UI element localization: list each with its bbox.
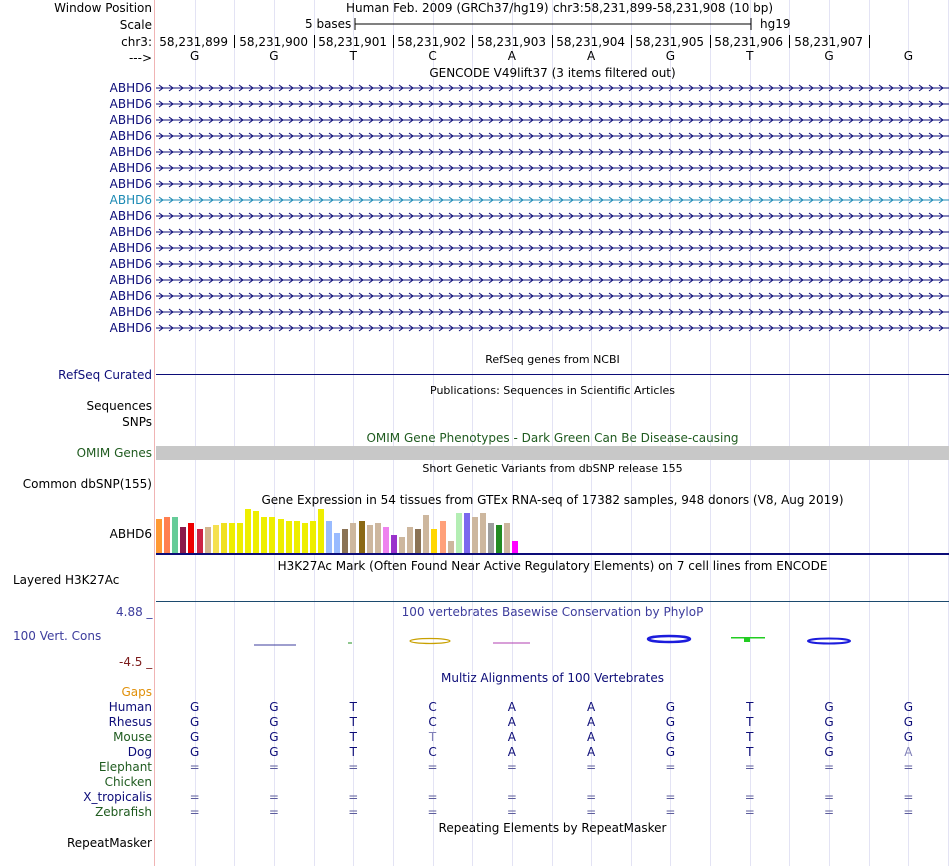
aligned-base: =: [348, 790, 359, 804]
aligned-base: =: [665, 760, 676, 774]
gtex-tissue-bar[interactable]: [334, 533, 340, 553]
window-position-label: Window Position: [54, 1, 152, 15]
gencode-transcript-label[interactable]: ABHD6: [109, 305, 152, 319]
aligned-base: =: [506, 805, 517, 819]
aligned-base: =: [268, 790, 279, 804]
coordinate-tick: [869, 35, 870, 48]
aligned-base: =: [586, 790, 597, 804]
gencode-transcript-label[interactable]: ABHD6: [109, 321, 152, 335]
gencode-transcript-intron[interactable]: [156, 83, 949, 93]
coordinate-label: 58,231,899: [159, 35, 228, 49]
aligned-base: G: [903, 700, 913, 714]
aligned-base: C: [428, 700, 437, 714]
aligned-base: =: [903, 790, 914, 804]
gtex-tissue-bar[interactable]: [237, 523, 243, 553]
aligned-base: T: [746, 730, 754, 744]
aligned-base: G: [269, 715, 279, 729]
base-letter: T: [349, 49, 357, 63]
aligned-base: T: [746, 700, 754, 714]
gtex-tissue-bar[interactable]: [310, 521, 316, 553]
publications-track-title: Publications: Sequences in Scientific Articles: [430, 384, 675, 397]
coordinate-label: 58,231,906: [714, 35, 783, 49]
window-position: chr3:58,231,899-58,231,908 (10 bp): [553, 1, 774, 15]
gencode-transcript-label[interactable]: ABHD6: [109, 289, 152, 303]
aligned-base: =: [427, 790, 438, 804]
coordinate-label: 58,231,904: [556, 35, 625, 49]
gtex-tissue-bar[interactable]: [253, 511, 259, 553]
aligned-base: =: [268, 805, 279, 819]
gtex-tissue-bar[interactable]: [512, 541, 518, 553]
base-letter: G: [665, 49, 676, 63]
aligned-base: G: [189, 745, 200, 759]
base-letter: G: [824, 49, 834, 63]
gtex-tissue-bar[interactable]: [286, 521, 292, 553]
aligned-base: =: [348, 760, 359, 774]
base-letter: G: [189, 49, 200, 63]
gtex-tissue-bar[interactable]: [156, 519, 162, 553]
gtex-tissue-bar[interactable]: [269, 517, 275, 553]
repeatmasker-label[interactable]: RepeatMasker: [66, 836, 152, 850]
aligned-base: G: [824, 700, 834, 714]
coordinate-label: 58,231,907: [794, 35, 863, 49]
gencode-transcript-intron[interactable]: [156, 323, 949, 333]
base-letter: G: [903, 49, 913, 63]
coordinate-label: 58,231,905: [635, 35, 704, 49]
gencode-transcript-intron[interactable]: [156, 195, 949, 205]
aligned-base: =: [506, 790, 517, 804]
gencode-transcript-intron[interactable]: [156, 179, 949, 189]
gtex-tissue-bar[interactable]: [261, 517, 267, 553]
gtex-tissue-bar[interactable]: [423, 515, 429, 553]
multiz-species-label[interactable]: Human: [108, 700, 152, 714]
h3k27ac-track-title: H3K27Ac Mark (Often Found Near Active Regulatory Elements) on 7 cell lines from ENCODE: [277, 559, 828, 573]
multiz-species-label[interactable]: Chicken: [104, 775, 152, 789]
aligned-base: G: [269, 700, 279, 714]
gtex-tissue-bar[interactable]: [221, 523, 227, 553]
gtex-tissue-bar[interactable]: [197, 529, 203, 553]
gencode-transcript-label[interactable]: ABHD6: [109, 145, 152, 159]
gtex-tissue-bar[interactable]: [367, 525, 373, 553]
gtex-tissue-bar[interactable]: [229, 523, 235, 553]
gencode-transcript-label[interactable]: ABHD6: [109, 209, 152, 223]
base-letter: G: [269, 49, 279, 63]
coordinate-label: 58,231,903: [477, 35, 546, 49]
aligned-base: A: [507, 715, 516, 729]
phylop-conservation-logos[interactable]: [156, 626, 949, 656]
multiz-species-label[interactable]: Elephant: [98, 760, 152, 774]
gtex-tissue-bar[interactable]: [172, 517, 178, 553]
gtex-tissue-bar[interactable]: [440, 521, 446, 553]
scale-db: hg19: [760, 17, 791, 31]
aligned-base: G: [824, 745, 834, 759]
h3k27ac-signal[interactable]: [156, 601, 949, 602]
phylop-max: 4.88 _: [116, 605, 153, 619]
aligned-base: =: [744, 790, 755, 804]
phylop-min: -4.5 _: [119, 655, 153, 669]
label-divider: [154, 0, 155, 866]
gencode-transcript-intron[interactable]: [156, 131, 949, 141]
aligned-base: G: [903, 715, 913, 729]
aligned-base: =: [665, 805, 676, 819]
gtex-gene-model: [156, 553, 949, 555]
multiz-track-title: Multiz Alignments of 100 Vertebrates: [440, 671, 665, 685]
aligned-base: G: [189, 700, 200, 714]
sequences-label[interactable]: Sequences: [86, 399, 152, 413]
gencode-transcript-intron[interactable]: [156, 259, 949, 269]
gencode-transcript-intron[interactable]: [156, 291, 949, 301]
gencode-transcript-label[interactable]: ABHD6: [109, 161, 152, 175]
multiz-species-label[interactable]: Zebrafish: [95, 805, 152, 819]
base-letter: A: [507, 49, 516, 63]
strand-label: --->: [128, 51, 152, 65]
coordinate-tick: [710, 35, 711, 48]
aligned-base: A: [507, 745, 516, 759]
aligned-base: A: [507, 730, 516, 744]
aligned-base: A: [587, 715, 596, 729]
base-letter: C: [428, 49, 437, 63]
base-letter: A: [587, 49, 596, 63]
base-letter: T: [746, 49, 754, 63]
aligned-base: =: [189, 760, 200, 774]
coordinate-label: 58,231,901: [318, 35, 387, 49]
aligned-base: =: [744, 760, 755, 774]
gencode-transcript-label[interactable]: ABHD6: [109, 241, 152, 255]
aligned-base: =: [824, 760, 835, 774]
aligned-base: G: [824, 730, 834, 744]
aligned-base: =: [586, 760, 597, 774]
coordinate-tick: [314, 35, 315, 48]
gtex-tissue-bar[interactable]: [342, 529, 348, 553]
coordinate-tick: [789, 35, 790, 48]
gencode-transcript-label[interactable]: ABHD6: [109, 81, 152, 95]
gtex-tissue-bar[interactable]: [431, 529, 437, 553]
aligned-base: G: [189, 730, 200, 744]
aligned-base: =: [427, 805, 438, 819]
aligned-base: G: [269, 745, 279, 759]
coordinate-tick: [552, 35, 553, 48]
multiz-species-label[interactable]: Rhesus: [108, 715, 152, 729]
aligned-base: =: [903, 760, 914, 774]
h3k27ac-label[interactable]: Layered H3K27Ac: [13, 573, 120, 587]
gencode-transcript-label[interactable]: ABHD6: [109, 97, 152, 111]
aligned-base: C: [428, 715, 437, 729]
coordinate-label: 58,231,900: [239, 35, 308, 49]
gtex-tissue-bar[interactable]: [302, 523, 308, 553]
gtex-tissue-bar[interactable]: [391, 535, 397, 553]
repeatmasker-track-title: Repeating Elements by RepeatMasker: [438, 821, 667, 835]
aligned-base: =: [268, 760, 279, 774]
gtex-tissue-bar[interactable]: [294, 521, 300, 553]
gtex-tissue-bar[interactable]: [496, 525, 502, 553]
gencode-transcript-intron[interactable]: [156, 99, 949, 109]
gencode-transcript-intron[interactable]: [156, 243, 949, 253]
gencode-transcript-intron[interactable]: [156, 147, 949, 157]
aligned-base: A: [587, 745, 596, 759]
multiz-species-label[interactable]: X_tropicalis: [83, 790, 152, 804]
aligned-base: =: [586, 805, 597, 819]
aligned-base: G: [665, 700, 676, 714]
aligned-base: T: [746, 715, 754, 729]
multiz-gaps-label[interactable]: Gaps: [121, 685, 152, 699]
coordinate-tick: [631, 35, 632, 48]
aligned-base: =: [348, 805, 359, 819]
aligned-base: T: [349, 745, 357, 759]
aligned-base: G: [665, 715, 676, 729]
gtex-tissue-bar[interactable]: [399, 537, 405, 553]
scale-label: Scale: [119, 18, 152, 32]
gtex-tissue-bar[interactable]: [456, 513, 462, 553]
gtex-tissue-bar[interactable]: [480, 513, 486, 553]
aligned-base: G: [665, 730, 676, 744]
scale-bar: [354, 17, 754, 31]
aligned-base: G: [903, 730, 913, 744]
gtex-tissue-bar[interactable]: [188, 523, 194, 553]
gencode-transcript-label[interactable]: ABHD6: [109, 257, 152, 271]
gencode-transcript-label[interactable]: ABHD6: [109, 177, 152, 191]
omim-phenotype-bar[interactable]: [156, 446, 949, 460]
gencode-transcript-label[interactable]: ABHD6: [109, 113, 152, 127]
multiz-species-label[interactable]: Dog: [127, 745, 152, 759]
gtex-tissue-bar[interactable]: [245, 509, 251, 553]
coordinate-tick: [393, 35, 394, 48]
gtex-tissue-bar[interactable]: [278, 519, 284, 553]
omim-label[interactable]: OMIM Genes: [76, 446, 152, 460]
gencode-transcript-label[interactable]: ABHD6: [109, 193, 152, 207]
coordinate-tick: [472, 35, 473, 48]
gencode-transcript-intron[interactable]: [156, 115, 949, 125]
aligned-base: A: [587, 730, 596, 744]
aligned-base: G: [269, 730, 279, 744]
gtex-tissue-bar[interactable]: [415, 529, 421, 553]
gtex-tissue-bar[interactable]: [448, 541, 454, 553]
phylop-label[interactable]: 100 Vert. Cons: [13, 629, 102, 643]
dbsnp-track-title: Short Genetic Variants from dbSNP release 155: [422, 462, 683, 475]
aligned-base: =: [427, 760, 438, 774]
gtex-tissue-bar[interactable]: [472, 517, 478, 553]
aligned-base: T: [746, 745, 754, 759]
aligned-base: T: [349, 715, 357, 729]
gtex-tissue-bar[interactable]: [407, 527, 413, 553]
gtex-tissue-bar[interactable]: [164, 517, 170, 553]
gtex-tissue-bar[interactable]: [205, 527, 211, 553]
gtex-tissue-bar[interactable]: [464, 513, 470, 553]
gencode-transcript-label[interactable]: ABHD6: [109, 225, 152, 239]
aligned-base: G: [189, 715, 200, 729]
gtex-expression-bars[interactable]: [156, 507, 949, 553]
aligned-base: =: [665, 790, 676, 804]
multiz-species-label[interactable]: Mouse: [113, 730, 152, 744]
gencode-track-title: GENCODE V49lift37 (3 items filtered out): [429, 66, 676, 80]
aligned-base: =: [744, 805, 755, 819]
gtex-tissue-bar[interactable]: [318, 509, 324, 553]
aligned-base: A: [904, 745, 913, 759]
refseq-gene-line[interactable]: [156, 374, 949, 375]
gencode-transcript-label[interactable]: ABHD6: [109, 129, 152, 143]
aligned-base: =: [506, 760, 517, 774]
gtex-tissue-bar[interactable]: [359, 521, 365, 553]
aligned-base: A: [507, 700, 516, 714]
aligned-base: G: [824, 715, 834, 729]
aligned-base: C: [428, 745, 437, 759]
gtex-tissue-bar[interactable]: [375, 523, 381, 553]
gencode-transcript-intron[interactable]: [156, 211, 949, 221]
gencode-transcript-intron[interactable]: [156, 307, 949, 317]
aligned-base: =: [189, 805, 200, 819]
gtex-tissue-bar[interactable]: [326, 521, 332, 553]
gtex-track-title: Gene Expression in 54 tissues from GTEx RNA-seq of 17382 samples, 948 donors (V8, Aug 2019): [261, 493, 844, 507]
scale-text: 5 bases: [305, 17, 352, 31]
aligned-base: A: [587, 700, 596, 714]
aligned-base: T: [349, 730, 357, 744]
gtex-tissue-bar[interactable]: [488, 523, 494, 553]
chrom-label: chr3:: [121, 35, 152, 49]
snps-label[interactable]: SNPs: [122, 415, 152, 429]
gtex-tissue-bar[interactable]: [350, 523, 356, 553]
aligned-base: =: [824, 790, 835, 804]
dbsnp-label[interactable]: Common dbSNP(155): [22, 477, 152, 491]
gencode-transcript-intron[interactable]: [156, 275, 949, 285]
gtex-tissue-bar[interactable]: [180, 527, 186, 553]
aligned-base: G: [665, 745, 676, 759]
refseq-label[interactable]: RefSeq Curated: [58, 368, 152, 382]
aligned-base: T: [349, 700, 357, 714]
omim-track-title: OMIM Gene Phenotypes - Dark Green Can Be Disease-causing: [366, 431, 739, 445]
aligned-base: =: [824, 805, 835, 819]
aligned-base: T: [428, 730, 437, 744]
gtex-tissue-bar[interactable]: [504, 523, 510, 553]
assembly-title: Human Feb. 2009 (GRCh37/hg19): [346, 1, 549, 15]
gtex-tissue-bar[interactable]: [383, 527, 389, 553]
refseq-track-title: RefSeq genes from NCBI: [485, 353, 620, 366]
gtex-label[interactable]: ABHD6: [109, 527, 152, 541]
aligned-base: =: [903, 805, 914, 819]
coordinate-label: 58,231,902: [397, 35, 466, 49]
coordinate-tick: [234, 35, 235, 48]
aligned-base: =: [189, 790, 200, 804]
gencode-transcript-intron[interactable]: [156, 163, 949, 173]
gencode-transcript-intron[interactable]: [156, 227, 949, 237]
gtex-tissue-bar[interactable]: [213, 525, 219, 553]
phylop-track-title: 100 vertebrates Basewise Conservation by PhyloP: [401, 605, 704, 619]
gencode-transcript-label[interactable]: ABHD6: [109, 273, 152, 287]
